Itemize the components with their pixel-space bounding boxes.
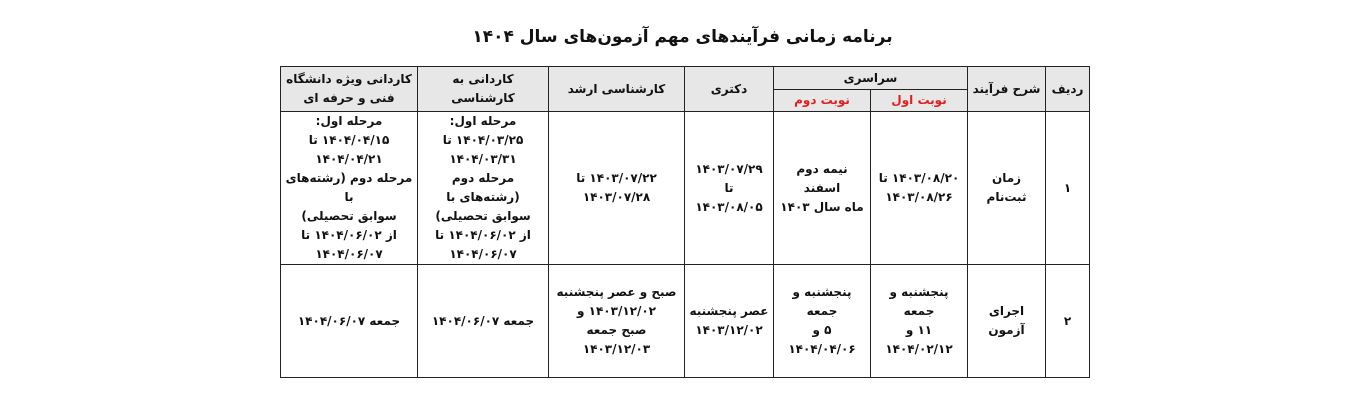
cell-line: ۱۴۰۳/۱۲/۰۳: [582, 342, 651, 356]
cell-line: عصر پنجشنبه: [689, 304, 769, 318]
cell-line: ۱۴۰۳/۰۷/۲۹ تا: [695, 161, 763, 195]
cell-doctorate: [685, 265, 774, 378]
cell-associate-to-bachelor: [418, 265, 549, 378]
cell-line: ۱۴۰۳/۰۸/۰۵: [695, 199, 763, 214]
cell-line: ۵ و ۱۴۰۴/۰۴/۰۶: [788, 323, 856, 356]
cell-line: صبح و عصر پنجشنبه: [556, 285, 677, 299]
cell-line: سوابق تحصیلی): [301, 209, 397, 223]
cell-associate-technical: [281, 265, 418, 378]
cell-line: ۱۴۰۳/۰۷/۲۸: [582, 190, 651, 204]
cell-masters: [549, 112, 685, 265]
header-masters: کارشناسی ارشد: [549, 67, 685, 112]
cell-line: ماه سال ۱۴۰۳: [780, 199, 864, 214]
cell-line: ۱۴۰۳/۰۸/۲۶: [885, 190, 953, 204]
header-row: [281, 67, 1090, 90]
table-row: [281, 265, 1090, 378]
cell-first-round: [871, 265, 968, 378]
cell-line: سوابق تحصیلی): [435, 209, 531, 223]
cell-line: جمعه ۱۴۰۴/۰۶/۰۷: [297, 313, 401, 328]
table-row: [281, 112, 1090, 265]
cell-line: نیمه دوم اسفند: [796, 161, 848, 195]
cell-line: ۱۴۰۳/۰۷/۲۲ تا: [576, 171, 657, 185]
cell-line: مرحله دوم (رشته‌های با: [285, 171, 413, 204]
cell-second-round: [774, 265, 871, 378]
cell-line: پنجشنبه و جمعه: [889, 285, 949, 318]
cell-line: ۱۴۰۴/۰۶/۰۷: [315, 247, 383, 261]
cell-line: ۱۱ و ۱۴۰۴/۰۲/۱۲: [885, 323, 953, 356]
page-title: برنامه زمانی فرآیندهای مهم آزمون‌های سال ۱۴۰۴: [472, 27, 893, 47]
cell-associate-to-bachelor: [418, 112, 549, 265]
cell-line: پنجشنبه و جمعه: [792, 285, 852, 318]
cell-row-no: ۱: [1046, 112, 1090, 265]
header-associate-to-bachelor: کاردانی به کارشناسی: [418, 67, 549, 112]
cell-line: ۱۴۰۳/۰۸/۲۰ تا: [878, 171, 960, 185]
cell-line: ۱۴۰۴/۰۶/۰۷: [449, 247, 517, 261]
cell-line: مرحله اول:: [449, 114, 517, 128]
cell-line: ۱۴۰۳/۱۲/۰۲: [695, 323, 763, 337]
cell-line: صبح جمعه: [586, 323, 647, 337]
cell-line: جمعه ۱۴۰۴/۰۶/۰۷: [431, 313, 535, 328]
header-second-round: نوبت دوم: [774, 90, 871, 112]
cell-row-no: ۲: [1046, 265, 1090, 378]
cell-process: اجرای آزمون: [968, 265, 1046, 378]
cell-line: ۱۴۰۴/۰۴/۱۵ تا ۱۴۰۴/۰۴/۲۱: [308, 133, 390, 166]
cell-line: از ۱۴۰۴/۰۶/۰۲ تا: [435, 228, 531, 242]
cell-first-round: [871, 112, 968, 265]
header-row-no: ردیف: [1046, 67, 1090, 112]
header-process: شرح فرآیند: [968, 67, 1046, 112]
cell-doctorate: [685, 112, 774, 265]
cell-second-round: [774, 112, 871, 265]
schedule-table: [280, 66, 1090, 378]
cell-associate-technical: [281, 112, 418, 265]
header-first-round: نوبت اول: [871, 90, 968, 112]
cell-line: از ۱۴۰۴/۰۶/۰۲ تا: [301, 228, 397, 242]
cell-line: مرحله دوم (رشته‌های با: [446, 171, 520, 204]
cell-line: مرحله اول:: [315, 114, 383, 128]
header-sarasari: سراسری: [774, 67, 968, 90]
cell-line: ۱۴۰۳/۱۲/۰۲ و: [577, 304, 656, 318]
cell-process: زمان ثبت‌نام: [968, 112, 1046, 265]
cell-masters: [549, 265, 685, 378]
header-doctorate: دکتری: [685, 67, 774, 112]
cell-line: ۱۴۰۴/۰۳/۲۵ تا ۱۴۰۴/۰۳/۳۱: [442, 133, 524, 166]
header-associate-technical: کاردانی ویژه دانشگاه فنی و حرفه ای: [281, 67, 418, 112]
